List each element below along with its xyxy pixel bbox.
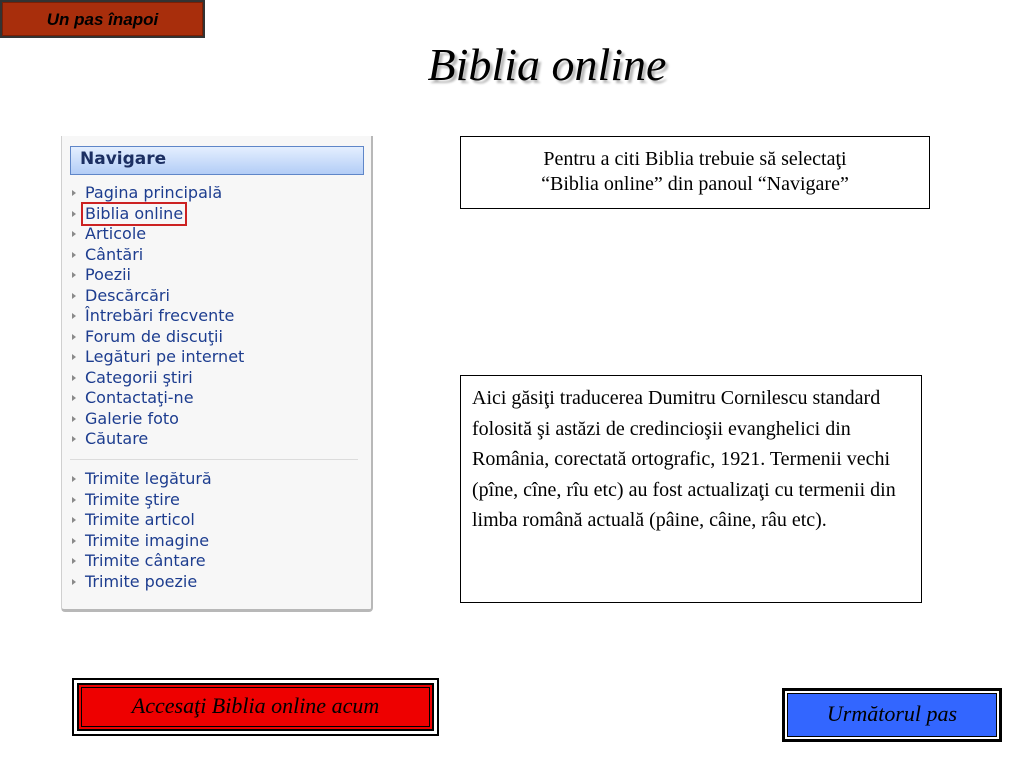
nav-divider	[70, 459, 358, 460]
back-button-label: Un pas înapoi	[46, 10, 159, 29]
access-bible-button[interactable]	[72, 678, 439, 736]
arrow-right-icon	[72, 579, 76, 585]
nav-item[interactable]: Descărcări	[72, 286, 246, 307]
arrow-right-icon	[72, 190, 76, 196]
nav-item[interactable]: Trimite cântare	[72, 551, 214, 572]
arrow-right-icon	[72, 517, 76, 523]
nav-list-secondary	[72, 469, 214, 592]
arrow-right-icon	[72, 538, 76, 544]
page-title: Biblia online	[427, 39, 667, 90]
instruction-box	[460, 136, 930, 209]
instruction-line-1: Pentru a citi Biblia trebuie să selectaţi	[543, 148, 847, 170]
nav-item[interactable]: Întrebări frecvente	[72, 306, 246, 327]
nav-item[interactable]: Trimite ştire	[72, 490, 214, 511]
nav-item[interactable]: Pagina principală	[72, 183, 246, 204]
arrow-right-icon	[72, 436, 76, 442]
nav-list-primary	[72, 183, 246, 450]
nav-item[interactable]: Categorii ştiri	[72, 368, 246, 389]
nav-item[interactable]: Poezii	[72, 265, 246, 286]
arrow-right-icon	[72, 252, 76, 258]
nav-item[interactable]: Forum de discuţii	[72, 327, 246, 348]
nav-item[interactable]: Articole	[72, 224, 246, 245]
nav-item[interactable]: Trimite legătură	[72, 469, 214, 490]
arrow-right-icon	[72, 395, 76, 401]
info-box	[460, 375, 922, 603]
instruction-line-2: “Biblia online” din panoul “Navigare”	[541, 173, 849, 195]
access-bible-button-face[interactable]	[77, 683, 434, 731]
arrow-right-icon	[72, 231, 76, 237]
nav-item[interactable]: Legături pe internet	[72, 347, 246, 368]
nav-item[interactable]: Galerie foto	[72, 409, 246, 430]
arrow-right-icon	[72, 334, 76, 340]
back-button[interactable]	[0, 0, 205, 38]
arrow-right-icon	[72, 416, 76, 422]
access-bible-button-label: Accesaţi Biblia online acum	[81, 687, 430, 727]
arrow-right-icon	[72, 476, 76, 482]
navigation-screenshot	[61, 136, 373, 612]
arrow-right-icon	[72, 211, 76, 217]
nav-header: Navigare	[70, 146, 364, 175]
nav-item[interactable]: Căutare	[72, 429, 246, 450]
arrow-right-icon	[72, 272, 76, 278]
info-text: Aici găsiţi traducerea Dumitru Cornilescu standard folosită şi astăzi de credincioşii evanghelici din România, corectată ortografic, 1921. Termenii vechi (pîne, cîne, rîu etc) au fost actualizaţi cu termenii din limba română actuală (pâine, câine, râu etc).	[472, 387, 896, 531]
next-step-button-label: Următorul pas	[787, 693, 997, 737]
arrow-right-icon	[72, 375, 76, 381]
nav-item[interactable]: Trimite poezie	[72, 572, 214, 593]
arrow-right-icon	[72, 313, 76, 319]
next-step-button[interactable]	[782, 688, 1002, 742]
back-button-face[interactable]	[2, 2, 203, 36]
nav-item-highlighted[interactable]: Biblia online	[72, 204, 246, 225]
nav-item[interactable]: Contactaţi-ne	[72, 388, 246, 409]
arrow-right-icon	[72, 497, 76, 503]
arrow-right-icon	[72, 558, 76, 564]
nav-item[interactable]: Cântări	[72, 245, 246, 266]
nav-item[interactable]: Trimite articol	[72, 510, 214, 531]
nav-item[interactable]: Trimite imagine	[72, 531, 214, 552]
arrow-right-icon	[72, 293, 76, 299]
arrow-right-icon	[72, 354, 76, 360]
